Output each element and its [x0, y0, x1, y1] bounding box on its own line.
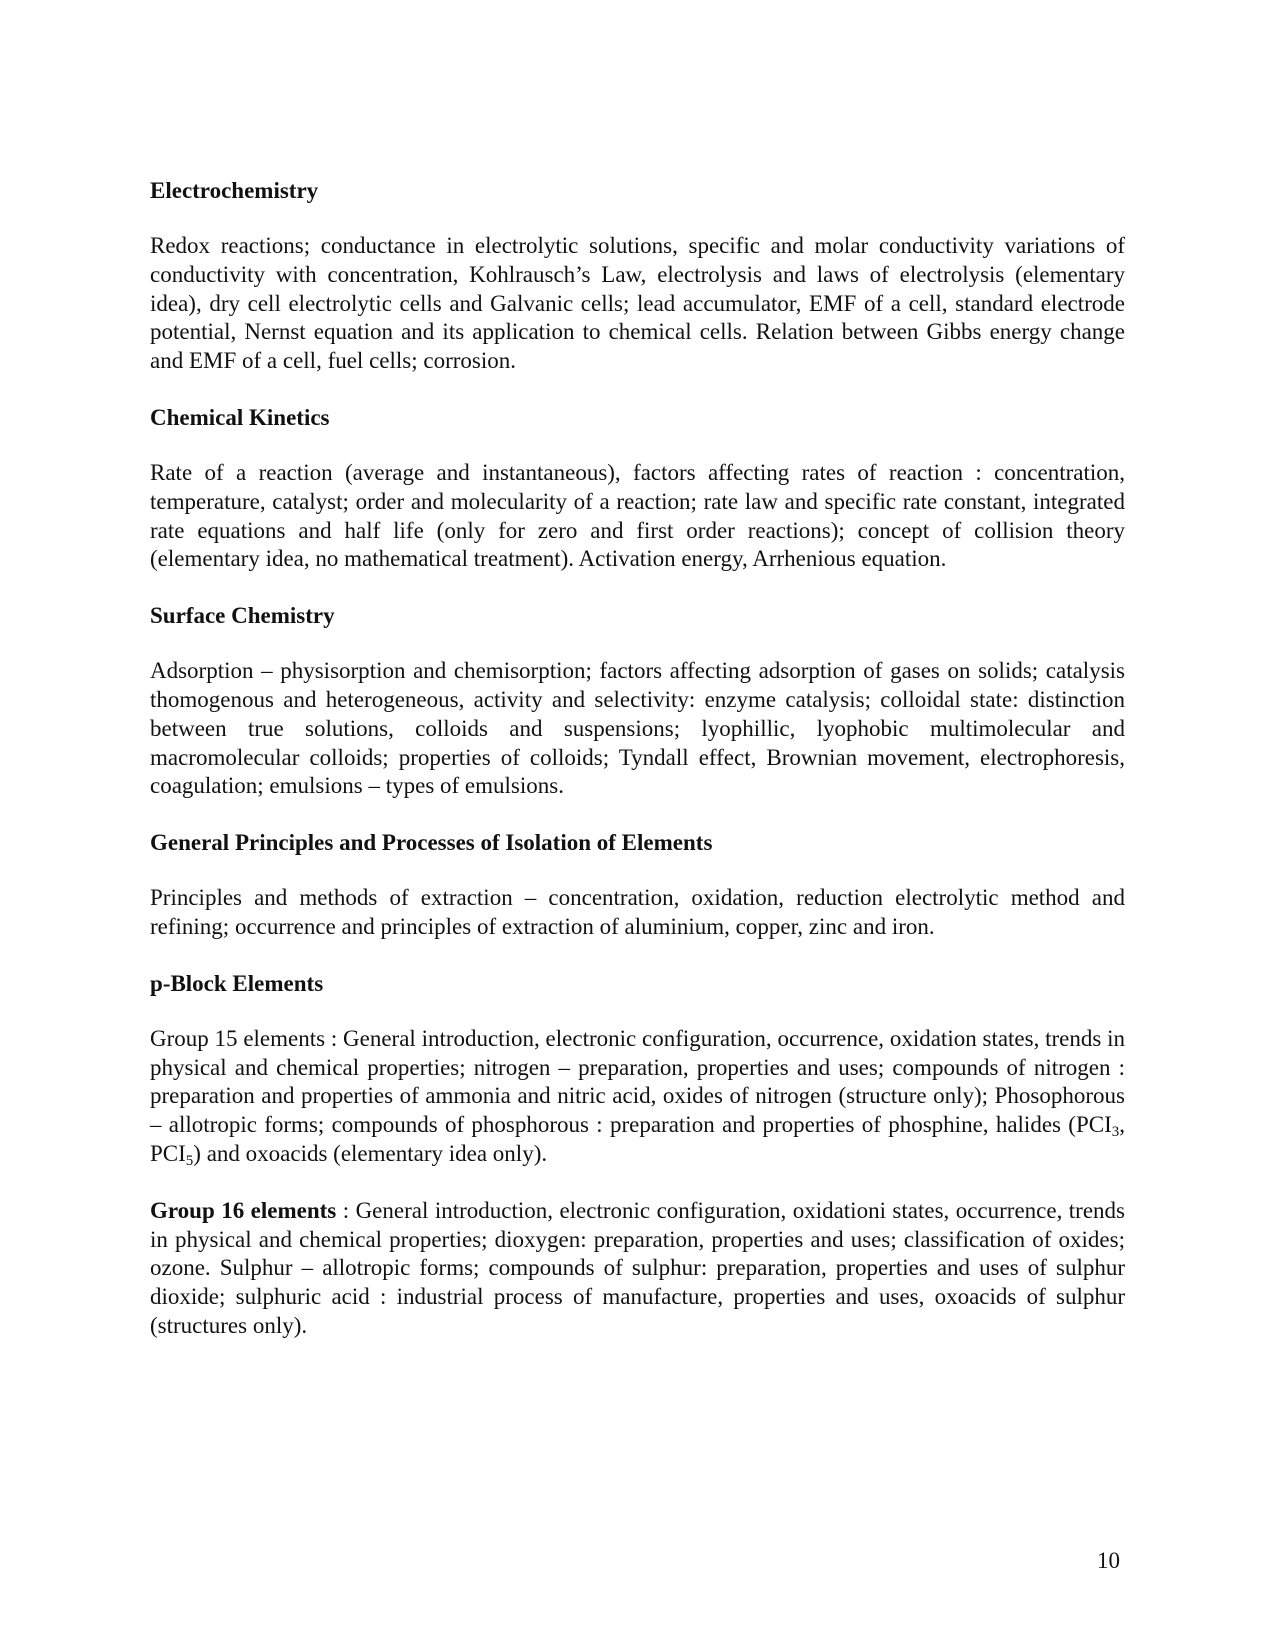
group-16-paragraph [150, 1197, 1125, 1341]
section-body-surface-chemistry: Adsorption – physisorption and chemisorption; factors affecting adsorption of gases on solids; catalysis thomogenous and heterogeneous, activity and selectivity: enzyme catalysis; colloidal state: distinction between true solutions, colloids and suspensions; lyophillic, lyophobic multimolecular and macromolecular colloids; properties of colloids; Tyndall effect, Brownian movement, electrophoresis, coagulation; emulsions – types of emulsions. [150, 658, 1125, 799]
group-15-text: Group 15 elements : General introduction, electronic configuration, occurrence, oxidation states, trends in physical and chemical properties; nitrogen – preparation, properties and uses; compounds of nitrogen : preparation and properties of ammonia and nitric acid, oxides of nitrogen (structure only); Phosophorous – allotropic forms; compounds of phosphorous : preparation and properties of phosphine, halides (PCI [150, 1025, 1125, 1138]
subscript-3: 3 [1111, 1124, 1120, 1141]
section-heading-surface-chemistry: Surface Chemistry [150, 603, 335, 629]
section-heading-chemical-kinetics: Chemical Kinetics [150, 404, 330, 430]
section-heading-electrochemistry: Electrochemistry [150, 178, 319, 203]
page-number: 10 [1097, 1548, 1120, 1573]
section-body-chemical-kinetics: Rate of a reaction (average and instantaneous), factors affecting rates of reaction : concentration, temperature, catalyst; order and molecularity of a reaction; rate law and specific rate constant, integrated rate equations and half life (only for zero and first order reactions); concept of collision theory (elementary idea, no mathematical treatment). Activation energy, Arrhenious equation. [150, 459, 1125, 572]
section-body-isolation-of-elements: Principles and methods of extraction – concentration, oxidation, reduction electrolytic method and refining; occurrence and principles of extraction of aluminium, copper, zinc and iron. [150, 885, 1125, 939]
subscript-5: 5 [185, 1152, 194, 1169]
group-15-paragraph [150, 1025, 1125, 1169]
group-16-label: Group 16 elements [150, 1197, 337, 1223]
section-heading-isolation-of-elements: General Principles and Processes of Isolation of Elements [150, 830, 713, 856]
group-15-text-end: ) and oxoacids (elementary idea only). [193, 1140, 548, 1166]
group-16-text: : General introduction, electronic configuration, oxidationi states, occurrence, trends in physical and chemical properties; dioxygen: preparation, properties and uses; classification of oxides; ozone. Sulphur – allotropic forms; compounds of sulphur: preparation, properties and uses of sulphur dioxide; sulphuric acid : industrial process of manufacture, properties and uses, oxoacids of sulphur (structures only). [150, 1197, 1126, 1338]
section-body-electrochemistry: Redox reactions; conductance in electrolytic solutions, specific and molar conductivity variations of conductivity with concentration, Kohlrausch’s Law, electrolysis and laws of electrolysis (elementary idea), dry cell electrolytic cells and Galvanic cells; lead accumulator, EMF of a cell, standard electrode potential, Nernst equation and its application to chemical cells. Relation between Gibbs energy change and EMF of a cell, fuel cells; corrosion. [150, 233, 1125, 374]
group-15-text-mid: , PCI [150, 1112, 1125, 1166]
document-page [150, 177, 1125, 1369]
section-heading-p-block: p-Block Elements [150, 970, 324, 996]
